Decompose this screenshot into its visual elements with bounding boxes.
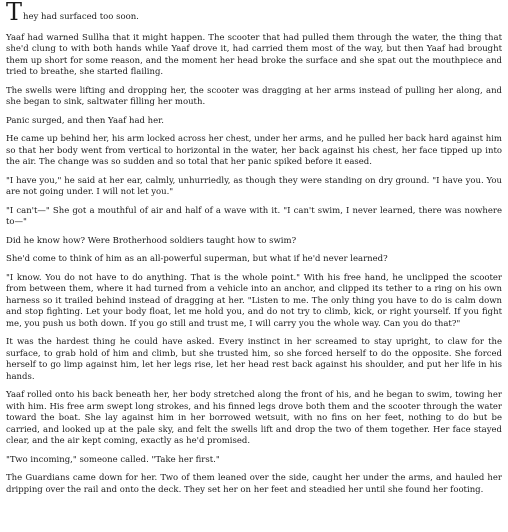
paragraph: "Two incoming," someone called. "Take her first." xyxy=(6,454,220,465)
paragraph: Yaaf had warned Sullha that it might happen. The scooter that had pulled them through the water, the thing that she'd clung to with both hands while Yaaf drove it, had carried them most of the way, but then Yaaf had brought them up short for some reason, and the moment her head broke the surface and she spat out the mouthpiece and tried to breathe, she started flailing. xyxy=(6,32,502,77)
paragraph: He came up behind her, his arm locked across her chest, under her arms, and he pulled her back hard against him so that her body went from vertical to horizontal in the water, her back against his chest, her face tipped up into the air. The change was so sudden and so total that her panic spiked before it eased. xyxy=(6,134,502,167)
paragraph: The swells were lifting and dropping her, the scooter was dragging at her arms instead of pulling her along, and she began to sink, saltwater filling her mouth. xyxy=(6,85,502,107)
paragraph: It was the hardest thing he could have asked. Every instinct in her screamed to stay upright, to claw for the surface, to grab hold of him and climb, but she trusted him, so she forced herself to do the opposite. She forced herself to go limp against him, let her legs rise, let her head rest back against his shoulder, and put her life in his hands. xyxy=(6,337,502,382)
paragraph: "I have you," he said at her ear, calmly, unhurriedly, as though they were standing on dry ground. "I have you. You are not going under. I will not let you." xyxy=(6,175,502,197)
paragraph: "I know. You do not have to do anything. That is the whole point." With his free hand, he unclipped the scooter from between them, where it had turned from a vehicle into an anchor, and clipped its tether to a ring on his own harness so it trailed behind instead of dragging at her. "Listen to me. The only thing you have to do is calm down and stop fighting. Let your body float, let me hold you, and do not try to climb, kick, or right yourself. If you fight me, you push us both down. If you go still and trust me, I will carry you the whole way. Can you do that?" xyxy=(6,272,502,329)
paragraph: She'd come to think of him as an all-powerful superman, but what if he'd never learned? xyxy=(6,254,388,264)
drop-cap: T xyxy=(6,0,23,26)
paragraph: Did he know how? Were Brotherhood soldiers taught how to swim? xyxy=(6,235,297,246)
opening-paragraph xyxy=(6,2,502,24)
paragraph: The Guardians came down for her. Two of them leaned over the side, caught her under the arms, and hauled her dripping over the rail and onto the deck. They set her on her feet and steadied her until she found her footing. xyxy=(6,473,502,495)
story-page xyxy=(6,2,502,503)
paragraph: Panic surged, and then Yaaf had her. xyxy=(6,115,165,126)
opening-line: hey had surfaced too soon. xyxy=(23,12,139,22)
paragraph: Yaaf rolled onto his back beneath her, her body stretched along the front of his, and he began to swim, towing her with him. His free arm swept long strokes, and his finned legs drove both them and the scooter through the water toward the boat. She lay against him in her borrowed wetsuit, with no fins on her feet, nothing to do but be carried, and looked up at the pale sky, and felt the swells lift and drop the two of them together. Her face stayed clear, and the air kept coming, exactly as he'd promised. xyxy=(6,390,502,446)
paragraph: "I can't—" She got a mouthful of air and half of a wave with it. "I can't swim, I never learned, there was nowhere to—" xyxy=(6,205,502,227)
